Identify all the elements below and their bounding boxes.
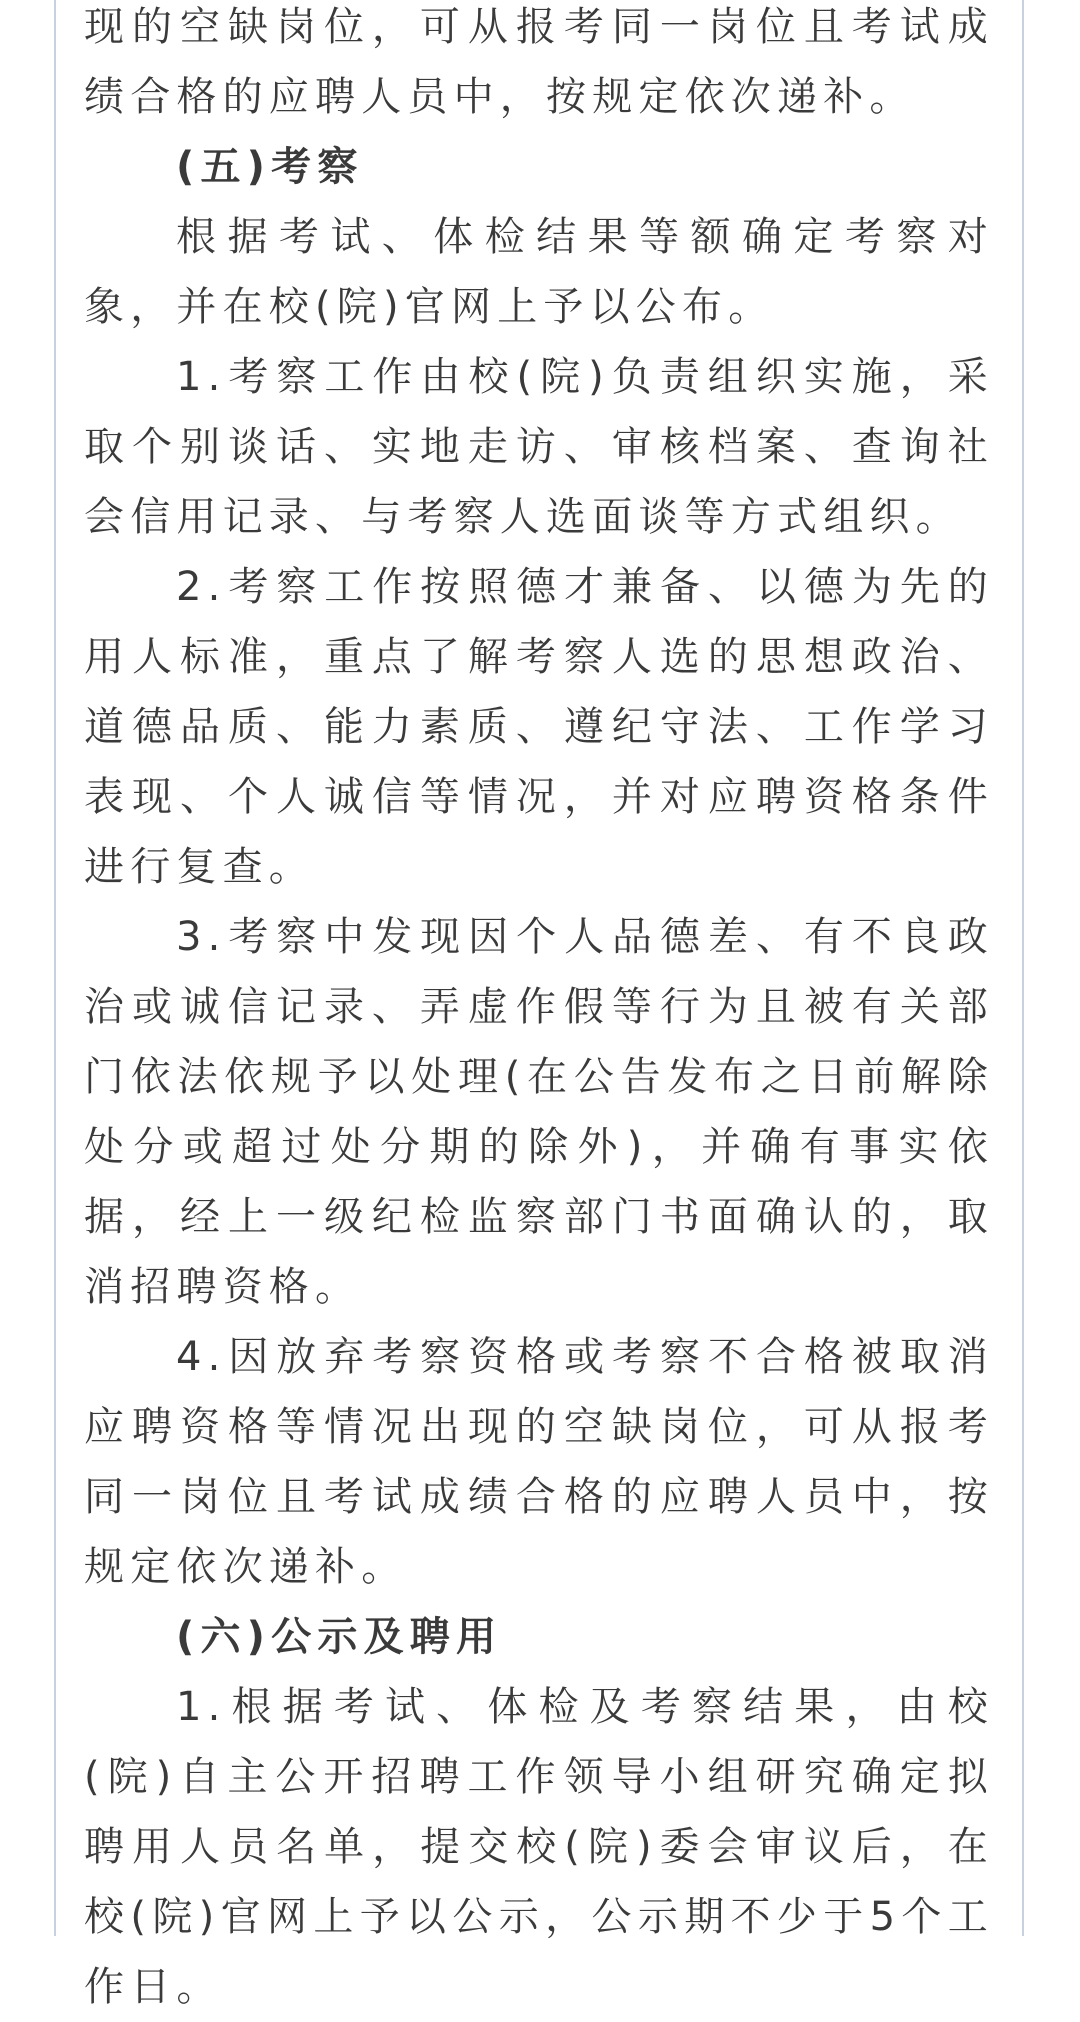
paragraph-inspection-intro: 根据考试、体检结果等额确定考察对象，并在校(院)官网上予以公布。 — [84, 214, 994, 330]
paragraph-inspection-item-2: 2.考察工作按照德才兼备、以德为先的用人标准，重点了解考察人选的思想政治、道德品质、能力素质、遵纪守法、工作学习表现、个人诚信等情况，并对应聘资格条件进行复查。 — [84, 564, 994, 890]
paragraph-inspection-item-3: 3.考察中发现因个人品德差、有不良政治或诚信记录、弄虚作假等行为且被有关部门依法依规予以处理(在公告发布之日前解除处分或超过处分期的除外)，并确有事实依据，经上一级纪检监察部门书面确认的，取消招聘资格。 — [84, 914, 994, 1310]
article-body — [84, 0, 994, 2022]
paragraph-inspection-item-1: 1.考察工作由校(院)负责组织实施，采取个别谈话、实地走访、审核档案、查询社会信用记录、与考察人选面谈等方式组织。 — [84, 354, 994, 540]
paragraph-inspection-item-4: 4.因放弃考察资格或考察不合格被取消应聘资格等情况出现的空缺岗位，可从报考同一岗位且考试成绩合格的应聘人员中，按规定依次递补。 — [84, 1334, 994, 1590]
paragraph-publicity-item-1: 1.根据考试、体检及考察结果，由校(院)自主公开招聘工作领导小组研究确定拟聘用人员名单，提交校(院)委会审议后，在校(院)官网上予以公示，公示期不少于5个工作日。 — [84, 1684, 994, 2010]
section-heading-inspection: (五)考察 — [176, 144, 364, 190]
section-heading-publicity: (六)公示及聘用 — [176, 1614, 503, 1660]
paragraph-continuation: 现的空缺岗位，可从报考同一岗位且考试成绩合格的应聘人员中，按规定依次递补。 — [84, 4, 994, 120]
